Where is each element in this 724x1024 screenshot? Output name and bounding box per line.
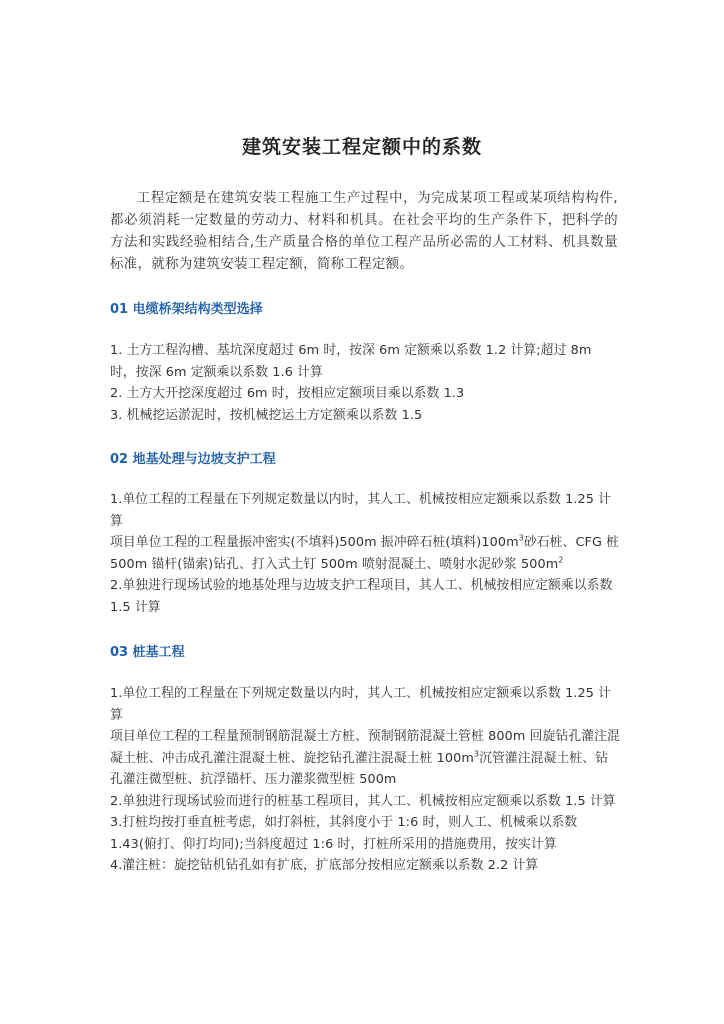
text-segment: 项目单位工程的工程量预制钢筋混凝土方桩、预制钢筋混凝土管桩 800m 回旋钻孔灌注混凝土桩、冲击成孔灌注混凝土桩、旋挖钻孔灌注混凝土桩 100m [110, 729, 620, 766]
list-item: 1.单位工程的工程量在下列规定数量以内时，其人工、机械按相应定额乘以系数 1.25 计算 [110, 686, 612, 723]
text-segment: 项目单位工程的工程量振冲密实(不填料)500m 振冲碎石桩(填料)100m [110, 535, 519, 550]
document-title: 建筑安装工程定额中的系数 [241, 136, 482, 158]
section-heading-01 [110, 300, 263, 320]
section-body-02 [110, 489, 620, 618]
list-item [110, 726, 620, 791]
section-heading-03 [110, 643, 185, 663]
section-heading-02 [110, 450, 276, 470]
section-body-01 [110, 340, 620, 426]
section-number: 01 [110, 302, 129, 317]
section-title: 地基处理与边坡支护工程 [132, 452, 276, 467]
superscript: 2 [558, 555, 564, 565]
list-item: 2. 土方大开挖深度超过 6m 时，按相应定额项目乘以系数 1.3 [110, 386, 465, 401]
section-number: 02 [110, 452, 129, 467]
section-title: 桩基工程 [132, 645, 185, 660]
section-body-03 [110, 683, 620, 877]
superscript: 3 [473, 749, 480, 759]
section-title: 电缆桥架结构类型选择 [132, 302, 263, 317]
list-item [110, 532, 620, 575]
list-item: 3. 机械挖运淤泥时，按机械挖运土方定额乘以系数 1.5 [110, 407, 423, 423]
list-item: 3.打桩均按打垂直桩考虑，如打斜桩，其斜度小于 1:6 时，则人工、机械乘以系数 1.43(俯打、仰打均同);当斜度超过 1:6 时，打桩所采用的措施费用，按实计算 [110, 815, 578, 852]
text-segment: 砂石桩、CFG 桩 500m 锚杆(锚索)钻孔、打入式土钉 500m 喷射混凝土、喷射水泥砂浆 500m [110, 535, 620, 572]
intro-paragraph: 工程定额是在建筑安装工程施工生产过程中，为完成某项工程或某项结构构件,都必须消耗一定数量的劳动力、材料和机具。在社会平均的生产条件下，把科学的方法和实践经验相结合,生产质量合格的单位工程产品所必需的人工材料、机具数量标准，就称为建筑安装工程定额，简称工程定额。 [110, 191, 618, 272]
superscript: 3 [518, 533, 524, 543]
list-item: 2.单独进行现场试验而进行的桩基工程项目，其人工、机械按相应定额乘以系数 1.5 计算 [110, 793, 616, 809]
text-segment: 沉管灌注混凝土桩、钻孔灌注微型桩、抗浮锚杆、压力灌浆微型桩 500m [110, 750, 609, 787]
list-item: 4.灌注桩：旋挖钻机钻孔如有扩底，扩底部分按相应定额乘以系数 2.2 计算 [110, 858, 539, 873]
list-item: 2.单独进行现场试验的地基处理与边坡支护工程项目，其人工、机械按相应定额乘以系数 1.5 计算 [110, 578, 613, 615]
list-item: 1. 土方工程沟槽、基坑深度超过 6m 时，按深 6m 定额乘以系数 1.2 计算;超过 8m 时，按深 6m 定额乘以系数 1.6 计算 [110, 343, 592, 380]
list-item: 1.单位工程的工程量在下列规定数量以内时，其人工、机械按相应定额乘以系数 1.25 计算 [110, 492, 612, 529]
section-number: 03 [110, 645, 129, 660]
